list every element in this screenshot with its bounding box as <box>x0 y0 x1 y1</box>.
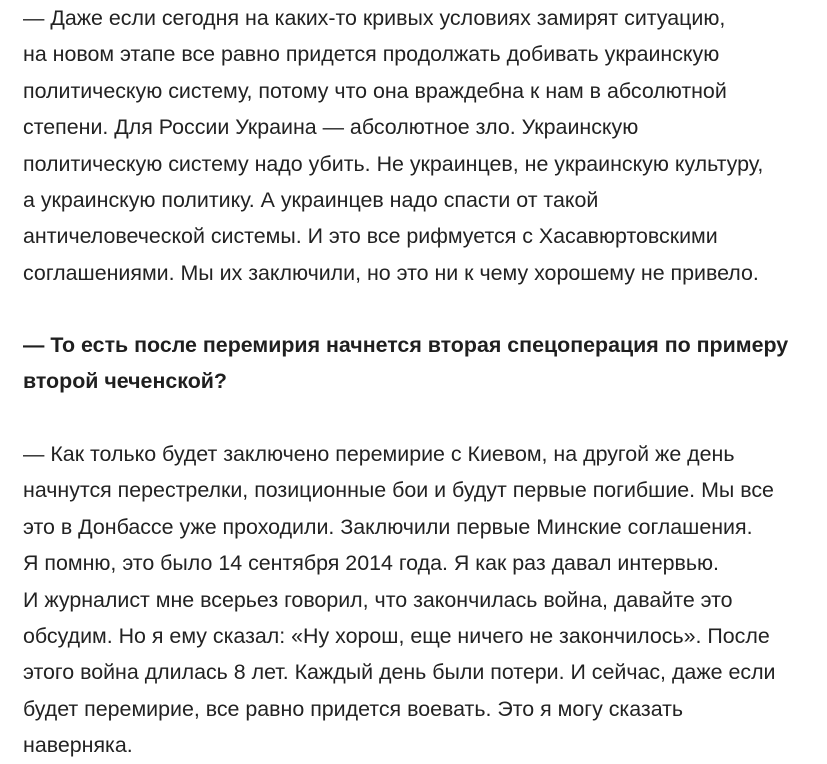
text-line: — Как только будет заключено перемирие с Киевом, на другой же день <box>23 442 735 466</box>
text-line: Я помню, это было 14 сентября 2014 года. Я как раз давал интервью. <box>23 551 719 576</box>
text-line: а украинскую политику. А украинцев надо спасти от такой <box>23 187 599 212</box>
text-line: начнутся перестрелки, позиционные бои и будут первые погибшие. Мы все <box>23 478 774 503</box>
question-line: второй чеченской? <box>23 369 227 394</box>
question-paragraph <box>23 327 788 400</box>
text-line: наверняка. <box>23 733 133 758</box>
text-line: — Даже если сегодня на каких-то кривых условиях замирят ситуацию, <box>23 6 726 30</box>
text-line: этого война длилась 8 лет. Каждый день были потери. И сейчас, даже если <box>23 660 776 685</box>
answer-paragraph-2 <box>23 436 776 764</box>
text-line: И журналист мне всерьез говорил, что закончилась война, давайте это <box>23 587 733 612</box>
text-line: будет перемирие, все равно придется воевать. Это я могу сказать <box>23 696 684 721</box>
text-line: обсудим. Но я ему сказал: «Ну хорош, еще ничего не закончилось». После <box>23 623 770 648</box>
text-line: политическую систему, потому что она враждебна к нам в абсолютной <box>23 78 727 103</box>
text-line: степени. Для России Украина — абсолютное зло. Украинскую <box>23 115 639 140</box>
answer-paragraph-1 <box>23 0 763 291</box>
text-line: политическую систему надо убить. Не украинцев, не украинскую культуру, <box>23 151 764 176</box>
text-line: на новом этапе все равно придется продолжать добивать украинскую <box>23 42 720 67</box>
question-line: — То есть после перемирия начнется вторая спецоперация по примеру <box>23 333 789 357</box>
text-line: это в Донбассе уже проходили. Заключили первые Минские соглашения. <box>23 514 753 539</box>
text-line: соглашениями. Мы их заключили, но это ни к чему хорошему не привело. <box>23 260 759 285</box>
text-line: античеловеческой системы. И это все рифмуется с Хасавюртовскими <box>23 224 718 249</box>
